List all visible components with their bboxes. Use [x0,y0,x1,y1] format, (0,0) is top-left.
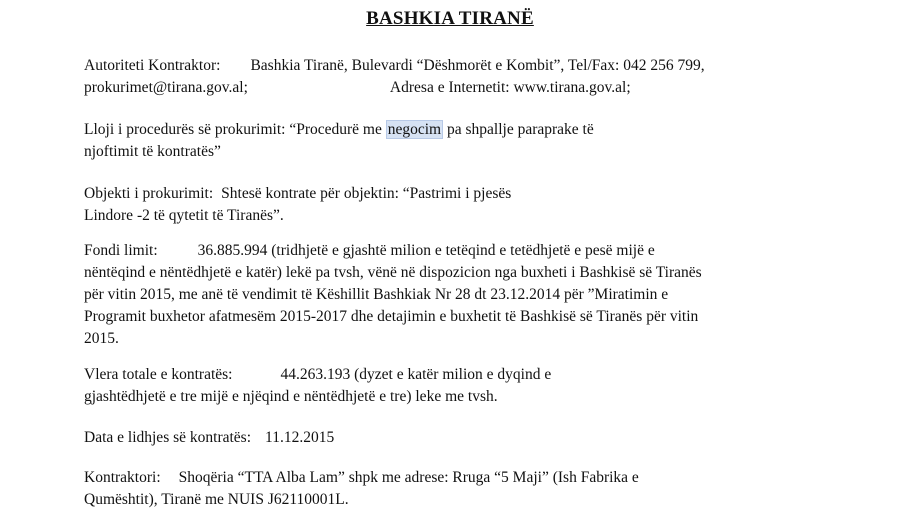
contractor-line-2: Qumështit), Tiranë me NUIS J62110001L. [84,491,349,508]
object-line-2: Lindore -2 të qytetit të Tiranës”. [84,207,284,224]
contractor-value: Shoqëria “TTA Alba Lam” shpk me adrese: Rruga “5 Maji” (Ish Fabrika e [178,469,639,486]
total-label: Vlera totale e kontratës: [84,366,233,383]
fund-line-1-rest: (tridhjetë e gjashtë milion e tetëqind e tetëdhjetë e pesë mijë e [271,242,655,259]
authority-label: Autoriteti Kontraktor: [84,57,221,74]
authority-email: prokurimet@tirana.gov.al; [84,79,248,96]
fund-amount: 36.885.994 [197,242,268,259]
date-label: Data e lidhjes së kontratës: [84,429,252,446]
total-amount: 44.263.193 [280,366,351,383]
authority-value: Bashkia Tiranë, Bulevardi “Dëshmorët e Kombit”, Tel/Fax: 042 256 799, [250,57,705,74]
highlighted-word[interactable]: negocim [387,121,442,138]
procedure-text-after: pa shpallje paraprake të [446,121,594,138]
object-value: Shtesë kontrate për objektin: “Pastrimi i pjesës [221,185,512,202]
contractor-section [84,467,844,511]
date-value: 11.12.2015 [265,429,335,446]
authority-line-2 [84,77,844,99]
fund-line-5: 2015. [84,330,119,347]
procedure-line-2: njoftimit të kontratës” [84,143,221,160]
total-line-1 [84,364,844,386]
object-label: Objekti i prokurimit: [84,185,214,202]
web-label: Adresa e Internetit: [389,79,510,96]
fund-label: Fondi limit: [84,242,158,259]
date-line [84,427,844,449]
authority-section [84,55,844,99]
total-line-1-rest: (dyzet e katër milion e dyqind e [354,366,552,383]
contractor-label: Kontraktori: [84,469,161,486]
authority-line-1 [84,55,844,77]
fund-section [84,240,844,350]
fund-line-4: Programit buxhetor afatmesëm 2015-2017 dhe detajimin e buxhetit të Bashkisë së Tiranës për vitin [84,308,699,325]
fund-line-1 [84,240,844,262]
fund-line-2: nëntëqind e nëntëdhjetë e katër) lekë pa tvsh, vënë në dispozicion nga buxheti i Bashkisë së Tiranës [84,264,702,281]
procedure-line-1 [84,119,844,141]
procedure-text-before: Lloji i procedurës së prokurimit: “Procedurë me [84,121,382,138]
procedure-section [84,119,844,163]
object-line-1 [84,183,844,205]
date-section [84,427,844,449]
contractor-line-1 [84,467,844,489]
document-title: BASHKIA TIRANË [366,8,534,29]
fund-line-3: për vitin 2015, me anë të vendimit të Këshillit Bashkiak Nr 28 dt 23.12.2014 për ”Miratimin e [84,286,669,303]
web-value: www.tirana.gov.al; [513,79,631,96]
total-section [84,364,844,408]
total-line-2: gjashtëdhjetë e tre mijë e njëqind e nëntëdhjetë e tre) leke me tvsh. [84,388,498,405]
object-section [84,183,844,227]
